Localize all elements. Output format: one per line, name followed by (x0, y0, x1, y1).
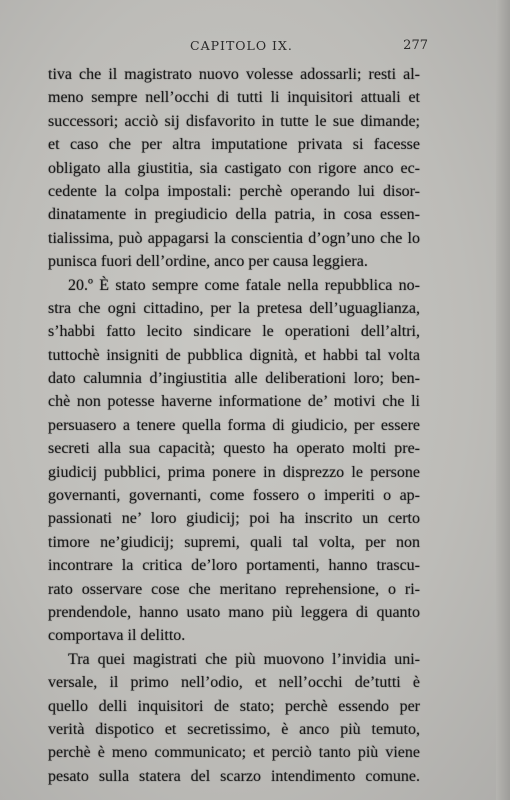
text-line: giudicij pubblici, prima ponere in disprezzo le persone (48, 463, 420, 481)
page-edge-shadow (496, 0, 510, 800)
text-line: meno sempre nell’occhi di tutti li inquisitori attuali et (48, 89, 420, 107)
text-line: timore ne’giudicij; supremi, quali tal volta, per non (48, 533, 420, 551)
running-head: CAPITOLO IX. (190, 38, 293, 53)
text-line: versale, il primo nell’odio, et nell’occhi de’tutti è (48, 674, 420, 692)
paragraph-start-line: 20.º È stato sempre come fatale nella repubblica no- (68, 276, 420, 294)
text-line: verità dispotico et secretissimo, è anco più temuto, (48, 720, 420, 738)
text-line: rato osservare cose che meritano reprehensione, o ri- (48, 580, 420, 598)
page-header (48, 38, 428, 58)
text-line: persuasero a tenere quella forma di giudicio, per essere (48, 416, 420, 434)
text-line: tialissima, può appagarsi la conscientia d’ogn’uno che lo (48, 229, 420, 247)
text-line: chè non potesse haverne informatione de’ motivi che li (48, 393, 420, 411)
text-line: comportava il delitto. (48, 627, 186, 645)
text-line: stra che ogni cittadino, per la pretesa dell’uguaglianza, (48, 299, 420, 317)
text-line: obligato alla giustitia, sia castigato con rigore anco ec- (48, 159, 420, 177)
text-line: punisca fuori dell’ordine, anco per causa leggiera. (48, 253, 368, 271)
text-line: prendendole, hanno usato mano più leggera di quanto (48, 603, 420, 621)
text-line: cedente la colpa impostali: perchè operando lui disor- (48, 182, 420, 200)
text-line: tiva che il magistrato nuovo volesse adossarli; resti al- (48, 66, 420, 83)
text-line: governanti, governanti, come fossero o imperiti o ap- (48, 487, 420, 505)
text-line: perchè è meno communicato; et perciò tanto più viene (48, 744, 420, 762)
body-text (48, 63, 420, 788)
text-line: secreti alla sua capacità; questo ha operato molti pre- (48, 440, 420, 458)
text-line: quello delli inquisitori de stato; perchè essendo per (48, 697, 420, 715)
text-line: passionati ne’ loro giudicij; poi ha inscrito un certo (48, 510, 420, 528)
text-line: pesato sulla statera del scarzo intendimento comune. (48, 767, 420, 785)
text-line: s’habbi fatto lecito sindicare le operationi dell’altri, (48, 323, 420, 341)
text-line: tuttochè insigniti de pubblica dignità, et habbi tal volta (48, 346, 420, 364)
text-line: successori; acciò sij disfavorito in tutte le sue dimande; (48, 112, 420, 130)
paragraph-start-line: Tra quei magistrati che più muovono l’invidia uni- (68, 650, 420, 668)
text-line: et caso che per altra imputatione privata si facesse (48, 136, 420, 154)
page-number: 277 (403, 38, 428, 53)
text-line: dato calumnia d’ingiustitia alle deliberationi loro; ben- (48, 370, 420, 388)
text-line: dinatamente in pregiudicio della patria, in cosa essen- (48, 206, 420, 224)
text-line: incontrare la critica de’loro portamenti, hanno trascu- (48, 557, 420, 575)
